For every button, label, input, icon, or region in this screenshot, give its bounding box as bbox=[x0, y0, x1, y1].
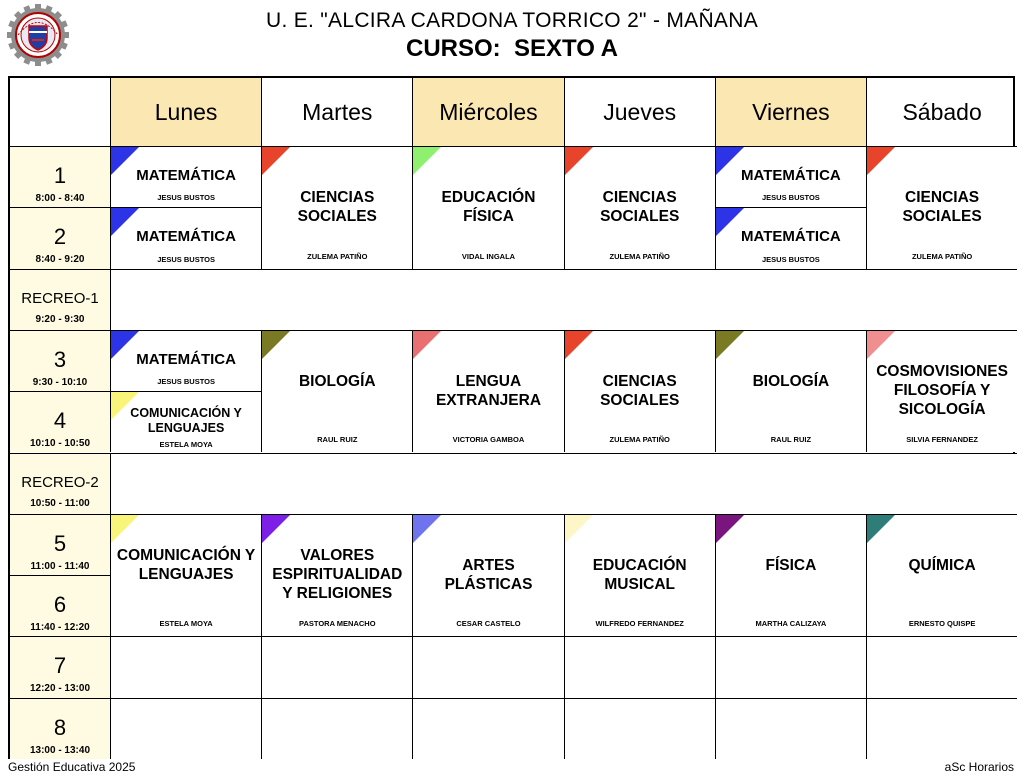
day-header bbox=[261, 78, 412, 146]
subject-color-tag bbox=[867, 515, 895, 543]
lesson-card[interactable] bbox=[110, 391, 261, 452]
lesson-card[interactable] bbox=[261, 514, 412, 637]
lesson-subject: FÍSICA bbox=[765, 556, 817, 574]
period-time: 10:50 - 11:00 bbox=[30, 497, 90, 509]
day-header bbox=[715, 78, 866, 146]
subject-color-tag bbox=[262, 331, 290, 359]
lesson-card[interactable] bbox=[110, 146, 261, 207]
subject-color-tag bbox=[565, 331, 593, 359]
lesson-card[interactable] bbox=[715, 146, 866, 207]
lesson-subject: COMUNICACIÓN Y LENGUAJES bbox=[116, 546, 256, 583]
day-label: Lunes bbox=[154, 98, 218, 125]
period-header bbox=[10, 330, 110, 391]
empty-slot bbox=[866, 698, 1017, 759]
lesson-subject: CIENCIAS SOCIALES bbox=[902, 189, 982, 225]
lesson-card[interactable] bbox=[866, 330, 1017, 453]
period-label: RECREO-2 bbox=[21, 473, 99, 491]
period-label: 8 bbox=[53, 714, 67, 740]
subject-color-tag bbox=[565, 147, 593, 175]
empty-slot bbox=[261, 698, 412, 759]
period-header bbox=[10, 698, 110, 759]
lesson-card[interactable] bbox=[715, 514, 866, 637]
period-header bbox=[10, 453, 110, 514]
period-header bbox=[10, 269, 110, 330]
lesson-subject: MATEMÁTICA bbox=[136, 228, 236, 246]
day-label: Viernes bbox=[752, 98, 830, 125]
subject-color-tag bbox=[716, 331, 744, 359]
lesson-teacher: JESUS BUSTOS bbox=[157, 377, 215, 387]
lesson-teacher: ZULEMA PATIÑO bbox=[609, 435, 670, 445]
lesson-teacher: MARTHA CALIZAYA bbox=[755, 619, 827, 629]
lesson-teacher: JESUS BUSTOS bbox=[157, 193, 215, 203]
lesson-teacher: VICTORIA GAMBOA bbox=[452, 435, 525, 445]
subject-color-tag bbox=[413, 147, 441, 175]
school-name: U. E. "ALCIRA CARDONA TORRICO 2" - MAÑANA bbox=[265, 9, 759, 32]
empty-slot bbox=[110, 636, 261, 697]
lesson-subject: COMUNICACIÓN Y LENGUAJES bbox=[130, 406, 242, 436]
lesson-subject: BIOLOGÍA bbox=[752, 372, 830, 390]
lesson-subject: CIENCIAS SOCIALES bbox=[600, 372, 680, 409]
empty-slot bbox=[412, 636, 563, 697]
empty-slot bbox=[564, 636, 715, 697]
lesson-subject: MATEMÁTICA bbox=[741, 228, 841, 246]
subject-color-tag bbox=[716, 515, 744, 543]
lesson-card[interactable] bbox=[564, 514, 715, 637]
period-header bbox=[10, 207, 110, 268]
lesson-teacher: ZULEMA PATIÑO bbox=[911, 251, 973, 261]
period-time: 12:20 - 13:00 bbox=[29, 683, 91, 695]
day-label: Martes bbox=[302, 98, 373, 125]
period-header bbox=[10, 636, 110, 697]
lesson-subject: EDUCACIÓN MUSICAL bbox=[592, 556, 687, 593]
lesson-subject: VALORES ESPIRITUALIDAD Y RELIGIONES bbox=[272, 546, 403, 602]
empty-slot bbox=[412, 698, 563, 759]
lesson-subject: EDUCACIÓN FÍSICA bbox=[441, 189, 536, 225]
footer-left: Gestión Educativa 2025 bbox=[8, 760, 136, 774]
lesson-teacher: JESUS BUSTOS bbox=[761, 193, 820, 203]
lesson-card[interactable] bbox=[866, 146, 1017, 269]
lesson-teacher: ZULEMA PATIÑO bbox=[307, 251, 368, 261]
subject-color-tag bbox=[262, 147, 290, 175]
lesson-teacher: PASTORA MENACHO bbox=[299, 619, 376, 629]
empty-slot bbox=[866, 636, 1017, 697]
lesson-subject: CIENCIAS SOCIALES bbox=[297, 189, 377, 225]
period-label: 4 bbox=[53, 408, 67, 434]
period-time: 10:10 - 10:50 bbox=[29, 438, 91, 450]
period-label: 5 bbox=[53, 530, 67, 556]
period-header bbox=[10, 575, 110, 636]
lesson-teacher: ESTELA MOYA bbox=[159, 619, 213, 629]
course-title: CURSO: SEXTO A bbox=[405, 35, 619, 62]
lesson-teacher: JESUS BUSTOS bbox=[761, 254, 820, 264]
period-time: 8:00 - 8:40 bbox=[35, 193, 85, 204]
empty-slot bbox=[110, 698, 261, 759]
lesson-card[interactable] bbox=[261, 330, 412, 453]
lesson-card[interactable] bbox=[564, 330, 715, 453]
period-header bbox=[10, 146, 110, 207]
lesson-subject: MATEMÁTICA bbox=[136, 350, 236, 368]
lesson-card[interactable] bbox=[564, 146, 715, 269]
lesson-card[interactable] bbox=[110, 330, 261, 391]
grid-corner bbox=[10, 78, 110, 146]
day-header bbox=[110, 78, 261, 146]
empty-slot bbox=[261, 636, 412, 697]
lesson-card[interactable] bbox=[715, 207, 866, 268]
subject-color-tag bbox=[565, 515, 593, 543]
lesson-teacher: VIDAL INGALA bbox=[461, 251, 516, 261]
day-label: Sábado bbox=[902, 98, 982, 125]
lesson-card[interactable] bbox=[412, 330, 563, 453]
subject-color-tag bbox=[413, 331, 441, 359]
day-header bbox=[564, 78, 715, 146]
lesson-teacher: RAUL RUIZ bbox=[317, 435, 358, 445]
period-label: RECREO-1 bbox=[21, 289, 99, 307]
lesson-teacher: CESAR CASTELO bbox=[456, 619, 521, 629]
day-label: Jueves bbox=[603, 98, 677, 125]
lesson-subject: ARTES PLÁSTICAS bbox=[444, 556, 533, 593]
day-label: Miércoles bbox=[439, 98, 538, 125]
footer-right: aSc Horarios bbox=[944, 760, 1014, 774]
lesson-card[interactable] bbox=[715, 330, 866, 453]
lesson-teacher: RAUL RUIZ bbox=[770, 435, 812, 445]
empty-slot bbox=[715, 698, 866, 759]
lesson-subject: LENGUA EXTRANJERA bbox=[435, 372, 542, 409]
lesson-card[interactable] bbox=[412, 146, 563, 269]
day-header bbox=[866, 78, 1017, 146]
period-time: 13:00 - 13:40 bbox=[29, 744, 91, 756]
lesson-subject: MATEMÁTICA bbox=[741, 167, 841, 184]
period-label: 7 bbox=[53, 653, 67, 679]
empty-slot bbox=[715, 636, 866, 697]
subject-color-tag bbox=[867, 331, 895, 359]
subject-color-tag bbox=[867, 147, 895, 175]
lesson-card[interactable] bbox=[412, 514, 563, 637]
period-label: 2 bbox=[53, 224, 67, 250]
lesson-teacher: ERNESTO QUISPE bbox=[908, 619, 976, 629]
lesson-teacher: ESTELA MOYA bbox=[159, 440, 213, 450]
period-label: 1 bbox=[53, 163, 67, 188]
timetable-grid bbox=[8, 76, 1015, 759]
day-header bbox=[412, 78, 563, 146]
period-label: 6 bbox=[53, 592, 67, 618]
period-time: 8:40 - 9:20 bbox=[35, 254, 85, 266]
period-header bbox=[10, 391, 110, 452]
empty-slot bbox=[564, 698, 715, 759]
lesson-subject: BIOLOGÍA bbox=[298, 372, 376, 390]
lesson-card[interactable] bbox=[261, 146, 412, 269]
period-time: 11:40 - 12:20 bbox=[30, 622, 90, 634]
lesson-teacher: WILFREDO FERNANDEZ bbox=[595, 619, 684, 629]
subject-color-tag bbox=[262, 515, 290, 543]
lesson-teacher: ZULEMA PATIÑO bbox=[609, 251, 670, 261]
lesson-teacher: SILVIA FERNANDEZ bbox=[906, 435, 978, 445]
recess-band bbox=[110, 453, 1017, 514]
period-time: 9:30 - 10:10 bbox=[32, 376, 88, 388]
lesson-subject: MATEMÁTICA bbox=[136, 167, 236, 184]
lesson-subject: CIENCIAS SOCIALES bbox=[600, 189, 680, 225]
period-label: 3 bbox=[53, 346, 67, 372]
lesson-subject: COSMOVISIONES FILOSOFÍA Y SICOLOGÍA bbox=[876, 362, 1008, 418]
lesson-card[interactable] bbox=[110, 207, 261, 268]
lesson-card[interactable] bbox=[110, 514, 261, 637]
lesson-subject: QUÍMICA bbox=[908, 556, 976, 574]
period-header bbox=[10, 514, 110, 575]
period-time: 11:00 - 11:40 bbox=[30, 560, 90, 572]
lesson-card[interactable] bbox=[866, 514, 1017, 637]
period-time: 9:20 - 9:30 bbox=[35, 313, 85, 325]
subject-color-tag bbox=[413, 515, 441, 543]
lesson-teacher: JESUS BUSTOS bbox=[157, 254, 215, 264]
recess-band bbox=[110, 269, 1017, 330]
subject-color-tag bbox=[111, 515, 139, 543]
